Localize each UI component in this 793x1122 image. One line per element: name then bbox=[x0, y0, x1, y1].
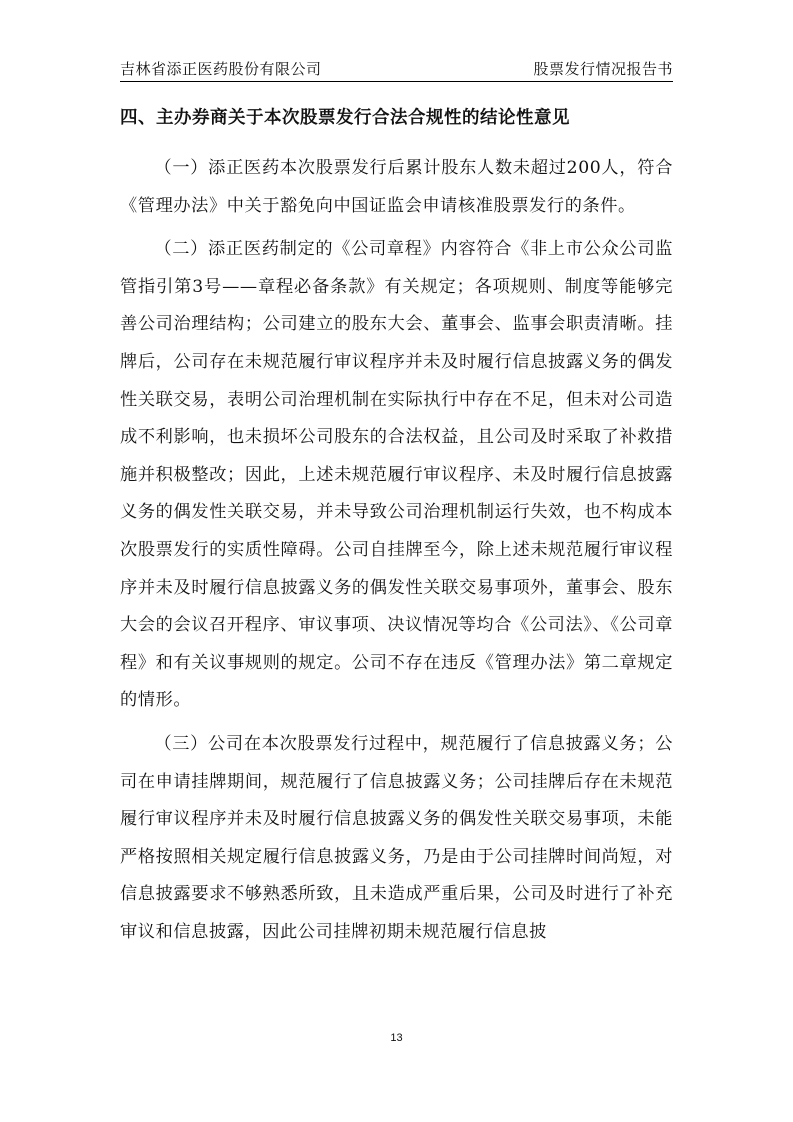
paragraph-1: （一）添正医药本次股票发行后累计股东人数未超过200人，符合《管理办法》中关于豁免向中国证监会申请核准股票发行的条件。 bbox=[120, 158, 673, 216]
paragraph-3: （三）公司在本次股票发行过程中，规范履行了信息披露义务；公司在申请挂牌期间，规范履行了信息披露义务；公司挂牌后存在未规范履行审议程序并未及时履行信息披露义务的偶发性关联交易事项，未能严格按照相关规定履行信息披露义务，乃是由于公司挂牌时间尚短，对信息披露要求不够熟悉所致，且未造成严重后果，公司及时进行了补充审议和信息披露，因此公司挂牌初期未规范履行信息披 bbox=[120, 733, 673, 942]
page-number: 13 bbox=[390, 1032, 403, 1044]
section-heading: 四、主办券商关于本次股票发行合法合规性的结论性意见 bbox=[120, 108, 570, 128]
page-header bbox=[120, 56, 673, 82]
page-body bbox=[120, 104, 673, 957]
header-document-title: 股票发行情况报告书 bbox=[533, 60, 673, 78]
header-company-name: 吉林省添正医药股份有限公司 bbox=[120, 60, 322, 78]
paragraph-2: （二）添正医药制定的《公司章程》内容符合《非上市公众公司监管指引第3号——章程必备条款》有关规定；各项规则、制度等能够完善公司治理结构；公司建立的股东大会、董事会、监事会职责清晰。挂牌后，公司存在未规范履行审议程序并未及时履行信息披露义务的偶发性关联交易，表明公司治理机制在实际执行中存在不足，但未对公司造成不利影响，也未损坏公司股东的合法权益，且公司及时采取了补救措施并积极整改；因此，上述未规范履行审议程序、未及时履行信息披露义务的偶发性关联交易，并未导致公司治理机制运行失效，也不构成本次股票发行的实质性障碍。公司自挂牌至今，除上述未规范履行审议程序并未及时履行信息披露义务的偶发性关联交易事项外，董事会、股东大会的会议召开程序、审议事项、决议情况等均合《公司法》、《公司章程》和有关议事规则的规定。公司不存在违反《管理办法》第二章规定的情形。 bbox=[120, 239, 673, 711]
header-divider bbox=[120, 81, 673, 82]
